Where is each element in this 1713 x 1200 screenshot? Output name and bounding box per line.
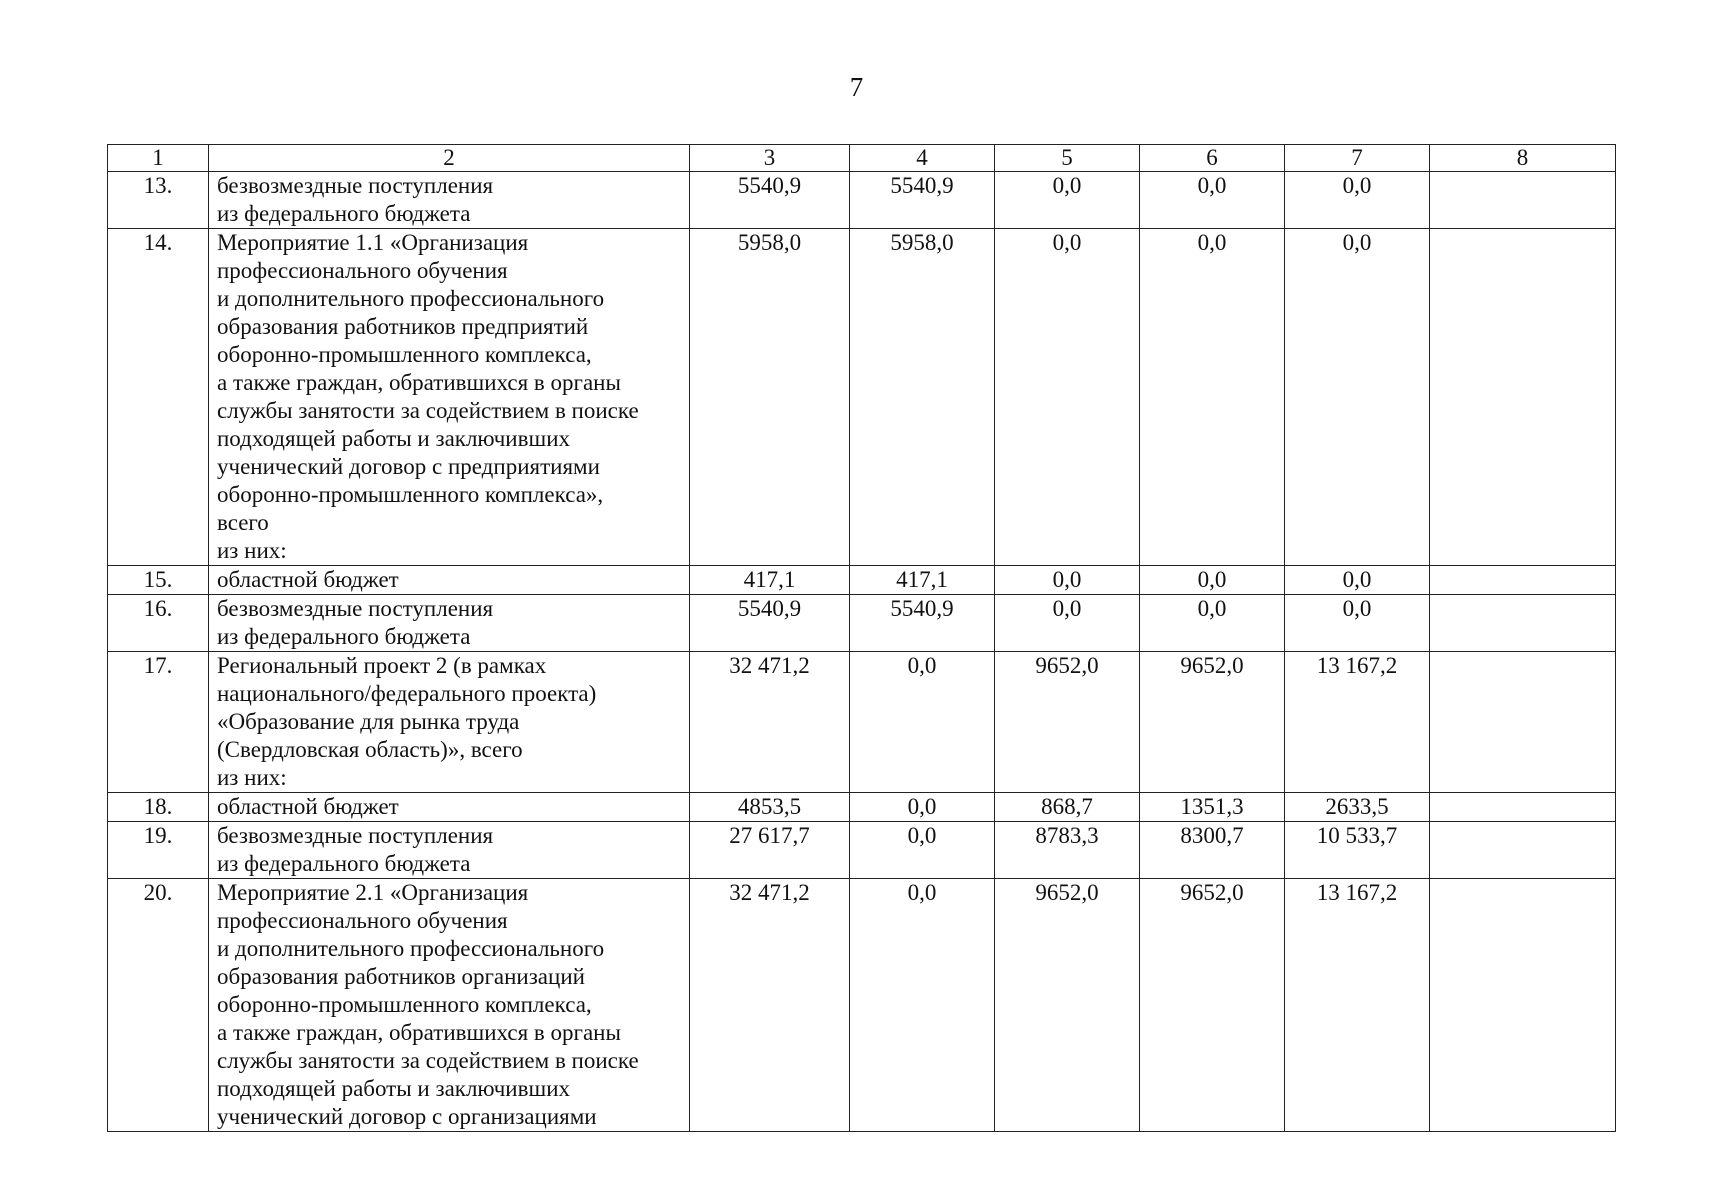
row-number: 18. (108, 793, 209, 822)
header-cell: 5 (995, 145, 1140, 172)
cell-col3: 5958,0 (690, 229, 850, 566)
cell-col5: 0,0 (995, 229, 1140, 566)
cell-col4: 5540,9 (850, 172, 995, 229)
table-row (108, 822, 1616, 879)
header-cell: 3 (690, 145, 850, 172)
cell-col5: 868,7 (995, 793, 1140, 822)
cell-col8 (1430, 172, 1616, 229)
cell-col8 (1430, 652, 1616, 793)
cell-col8 (1430, 595, 1616, 652)
cell-col5: 9652,0 (995, 879, 1140, 1132)
header-cell: 8 (1430, 145, 1616, 172)
cell-col6: 9652,0 (1140, 879, 1285, 1132)
row-number: 15. (108, 566, 209, 595)
cell-col3: 27 617,7 (690, 822, 850, 879)
header-cell: 2 (209, 145, 690, 172)
cell-col4: 0,0 (850, 822, 995, 879)
row-number: 19. (108, 822, 209, 879)
cell-col4: 417,1 (850, 566, 995, 595)
row-description: безвозмездные поступления из федерального бюджета (209, 172, 690, 229)
cell-col7: 13 167,2 (1285, 652, 1430, 793)
row-number: 17. (108, 652, 209, 793)
cell-col8 (1430, 229, 1616, 566)
cell-col7: 0,0 (1285, 229, 1430, 566)
cell-col6: 8300,7 (1140, 822, 1285, 879)
cell-col4: 5540,9 (850, 595, 995, 652)
cell-col3: 5540,9 (690, 595, 850, 652)
row-description: областной бюджет (209, 566, 690, 595)
cell-col8 (1430, 566, 1616, 595)
cell-col8 (1430, 793, 1616, 822)
cell-col3: 32 471,2 (690, 879, 850, 1132)
cell-col7: 13 167,2 (1285, 879, 1430, 1132)
header-cell: 6 (1140, 145, 1285, 172)
cell-col7: 0,0 (1285, 595, 1430, 652)
cell-col5: 8783,3 (995, 822, 1140, 879)
cell-col3: 32 471,2 (690, 652, 850, 793)
cell-col5: 0,0 (995, 595, 1140, 652)
cell-col8 (1430, 822, 1616, 879)
budget-table (107, 144, 1616, 1132)
cell-col6: 1351,3 (1140, 793, 1285, 822)
table-row (108, 793, 1616, 822)
table-row (108, 229, 1616, 566)
cell-col6: 9652,0 (1140, 652, 1285, 793)
cell-col7: 10 533,7 (1285, 822, 1430, 879)
cell-col3: 5540,9 (690, 172, 850, 229)
cell-col6: 0,0 (1140, 566, 1285, 595)
cell-col4: 0,0 (850, 793, 995, 822)
table-row (108, 566, 1616, 595)
row-description: Мероприятие 2.1 «Организация профессионального обучения и дополнительного профессионального образования работников организаций оборонно-промышленного комплекса, а также граждан, обратившихся в органы службы занятости за содействием в поиске подходящей работы и заключивших ученический договор с организациями (209, 879, 690, 1132)
row-number: 14. (108, 229, 209, 566)
row-description: безвозмездные поступления из федерального бюджета (209, 595, 690, 652)
cell-col7: 0,0 (1285, 566, 1430, 595)
row-description: безвозмездные поступления из федерального бюджета (209, 822, 690, 879)
cell-col5: 0,0 (995, 566, 1140, 595)
cell-col4: 5958,0 (850, 229, 995, 566)
cell-col6: 0,0 (1140, 172, 1285, 229)
header-cell: 1 (108, 145, 209, 172)
table-row (108, 652, 1616, 793)
cell-col7: 0,0 (1285, 172, 1430, 229)
header-cell: 4 (850, 145, 995, 172)
row-description: областной бюджет (209, 793, 690, 822)
row-number: 20. (108, 879, 209, 1132)
table-row (108, 595, 1616, 652)
cell-col8 (1430, 879, 1616, 1132)
table-header-row (108, 145, 1616, 172)
cell-col5: 0,0 (995, 172, 1140, 229)
row-number: 16. (108, 595, 209, 652)
page-number: 7 (849, 72, 864, 102)
row-description: Мероприятие 1.1 «Организация профессионального обучения и дополнительного профессионального образования работников предприятий оборонно-промышленного комплекса, а также граждан, обратившихся в органы службы занятости за содействием в поиске подходящей работы и заключивших ученический договор с предприятиями оборонно-промышленного комплекса», всего из них: (209, 229, 690, 566)
cell-col4: 0,0 (850, 879, 995, 1132)
cell-col5: 9652,0 (995, 652, 1140, 793)
row-number: 13. (108, 172, 209, 229)
table-row (108, 879, 1616, 1132)
cell-col4: 0,0 (850, 652, 995, 793)
cell-col7: 2633,5 (1285, 793, 1430, 822)
table-row (108, 172, 1616, 229)
cell-col3: 417,1 (690, 566, 850, 595)
cell-col6: 0,0 (1140, 229, 1285, 566)
cell-col3: 4853,5 (690, 793, 850, 822)
row-description: Региональный проект 2 (в рамках национального/федерального проекта) «Образование для рынка труда (Свердловская область)», всего из них: (209, 652, 690, 793)
header-cell: 7 (1285, 145, 1430, 172)
cell-col6: 0,0 (1140, 595, 1285, 652)
